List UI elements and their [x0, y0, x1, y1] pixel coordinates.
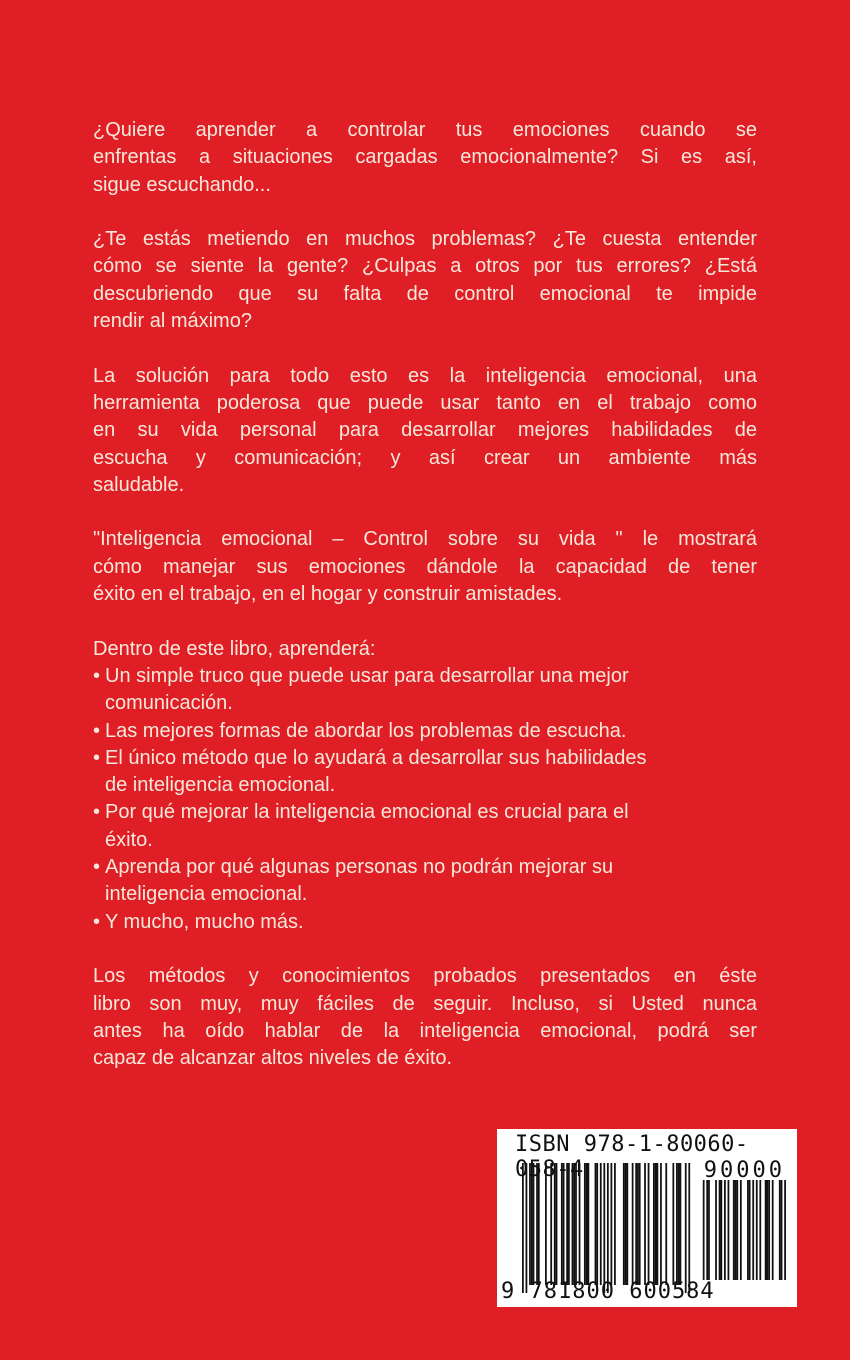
text-line: Y mucho, mucho más.	[105, 910, 304, 933]
text-line: éxito.	[105, 828, 153, 851]
text-line: rendir al máximo?	[93, 310, 252, 333]
paragraph	[93, 117, 757, 199]
list-item	[93, 745, 757, 800]
text-line: cómo se siente la gente? ¿Culpas a otros por tus errores? ¿Está	[93, 255, 757, 278]
addon-bar	[720, 1180, 722, 1280]
text-line: comunicación.	[105, 692, 233, 715]
addon-bar	[740, 1180, 742, 1280]
bullet-icon: •	[93, 746, 101, 769]
text-line: Dentro de este libro, aprenderá:	[93, 637, 376, 660]
addon-bar	[781, 1180, 783, 1280]
bullet-icon: •	[93, 856, 101, 879]
list-item	[93, 663, 757, 718]
text-line: éxito en el trabajo, en el hogar y construir amistades.	[93, 583, 563, 606]
text-line: "Inteligencia emocional – Control sobre su vida " le mostrará	[93, 528, 757, 551]
paragraph	[93, 226, 757, 335]
barcode-bar	[685, 1163, 687, 1293]
addon-bar	[766, 1180, 768, 1280]
text-line: La solución para todo esto es la inteligencia emocional, una	[93, 364, 757, 387]
text-line: libro son muy, muy fáciles de seguir. Incluso, si Usted nunca	[93, 992, 757, 1015]
addon-bar	[756, 1180, 758, 1280]
text-line: inteligencia emocional.	[105, 883, 308, 906]
text-line: Los métodos y conocimientos probados presentados en éste	[93, 965, 757, 988]
addon-bar	[724, 1180, 726, 1280]
text-line: Por qué mejorar la inteligencia emocional es crucial para el	[105, 801, 629, 824]
addon-bar	[736, 1180, 738, 1280]
text-line: capaz de alcanzar altos niveles de éxito.	[93, 1047, 453, 1070]
addon-bar	[735, 1180, 737, 1280]
addon-bar	[708, 1180, 710, 1280]
ean-number: 9 781800 600584	[501, 1279, 715, 1304]
addon-bar	[733, 1180, 735, 1280]
isbn-label: ISBN 978-1-80060-058-4	[515, 1132, 749, 1182]
addon-bar	[703, 1180, 705, 1280]
barcode-bar	[522, 1163, 524, 1293]
addon-bar	[752, 1180, 754, 1280]
addon-bar	[779, 1180, 781, 1280]
text-line: saludable.	[93, 473, 185, 496]
text-line: ¿Quiere aprender a controlar tus emociones cuando se	[93, 119, 757, 141]
isbn-barcode	[497, 1129, 797, 1307]
bullet-icon: •	[93, 801, 101, 824]
barcode-bar	[526, 1163, 528, 1293]
learning-list	[93, 636, 757, 936]
addon-bar	[749, 1180, 751, 1280]
bullet-icon: •	[93, 910, 101, 933]
addon-bar	[728, 1180, 730, 1280]
list-item	[93, 718, 757, 745]
text-line: ¿Te estás metiendo en muchos problemas? ¿Te cuesta entender	[93, 228, 757, 251]
paragraph	[93, 363, 757, 499]
text-line: El único método que lo ayudará a desarrollar sus habilidades	[105, 746, 647, 769]
addon-bar	[772, 1180, 774, 1280]
text-line: herramienta poderosa que puede usar tanto en el trabajo como	[93, 391, 757, 414]
text-line: enfrentas a situaciones cargadas emocionalmente? Si es así,	[93, 146, 757, 169]
paragraph	[93, 526, 757, 608]
addon-bar	[765, 1180, 767, 1280]
addon-bar	[768, 1180, 770, 1280]
text-line: de inteligencia emocional.	[105, 774, 336, 797]
list-item	[93, 854, 757, 909]
text-line: escucha y comunicación; y así crear un ambiente más	[93, 446, 757, 469]
back-cover-blurb	[93, 117, 757, 1100]
barcode-bar	[688, 1163, 690, 1293]
text-line: sigue escuchando...	[93, 173, 271, 196]
addon-bar	[719, 1180, 721, 1280]
addon-bar	[715, 1180, 717, 1280]
list-item	[93, 799, 757, 854]
addon-bar	[747, 1180, 749, 1280]
text-line: en su vida personal para desarrollar mejores habilidades de	[93, 419, 757, 442]
addon-bar	[706, 1180, 708, 1280]
closing-paragraph	[93, 963, 757, 1072]
bullet-icon: •	[93, 719, 101, 742]
text-line: Aprenda por qué algunas personas no podrán mejorar su	[105, 856, 614, 879]
addon-bar	[759, 1180, 761, 1280]
bullet-icon: •	[93, 664, 101, 687]
text-line: Las mejores formas de abordar los problemas de escucha.	[105, 719, 627, 742]
addon-bar	[784, 1180, 786, 1280]
list-item	[93, 909, 757, 936]
text-line: antes ha oído hablar de la inteligencia emocional, podrá ser	[93, 1019, 757, 1042]
barcode-bar	[607, 1163, 609, 1293]
text-line: cómo manejar sus emociones dándole la capacidad de tener	[93, 555, 757, 578]
text-line: Un simple truco que puede usar para desarrollar una mejor	[105, 664, 629, 687]
barcode-bar	[603, 1163, 605, 1293]
text-line: descubriendo que su falta de control emocional te impide	[93, 282, 757, 305]
price-addon-number: 90000	[703, 1158, 785, 1183]
